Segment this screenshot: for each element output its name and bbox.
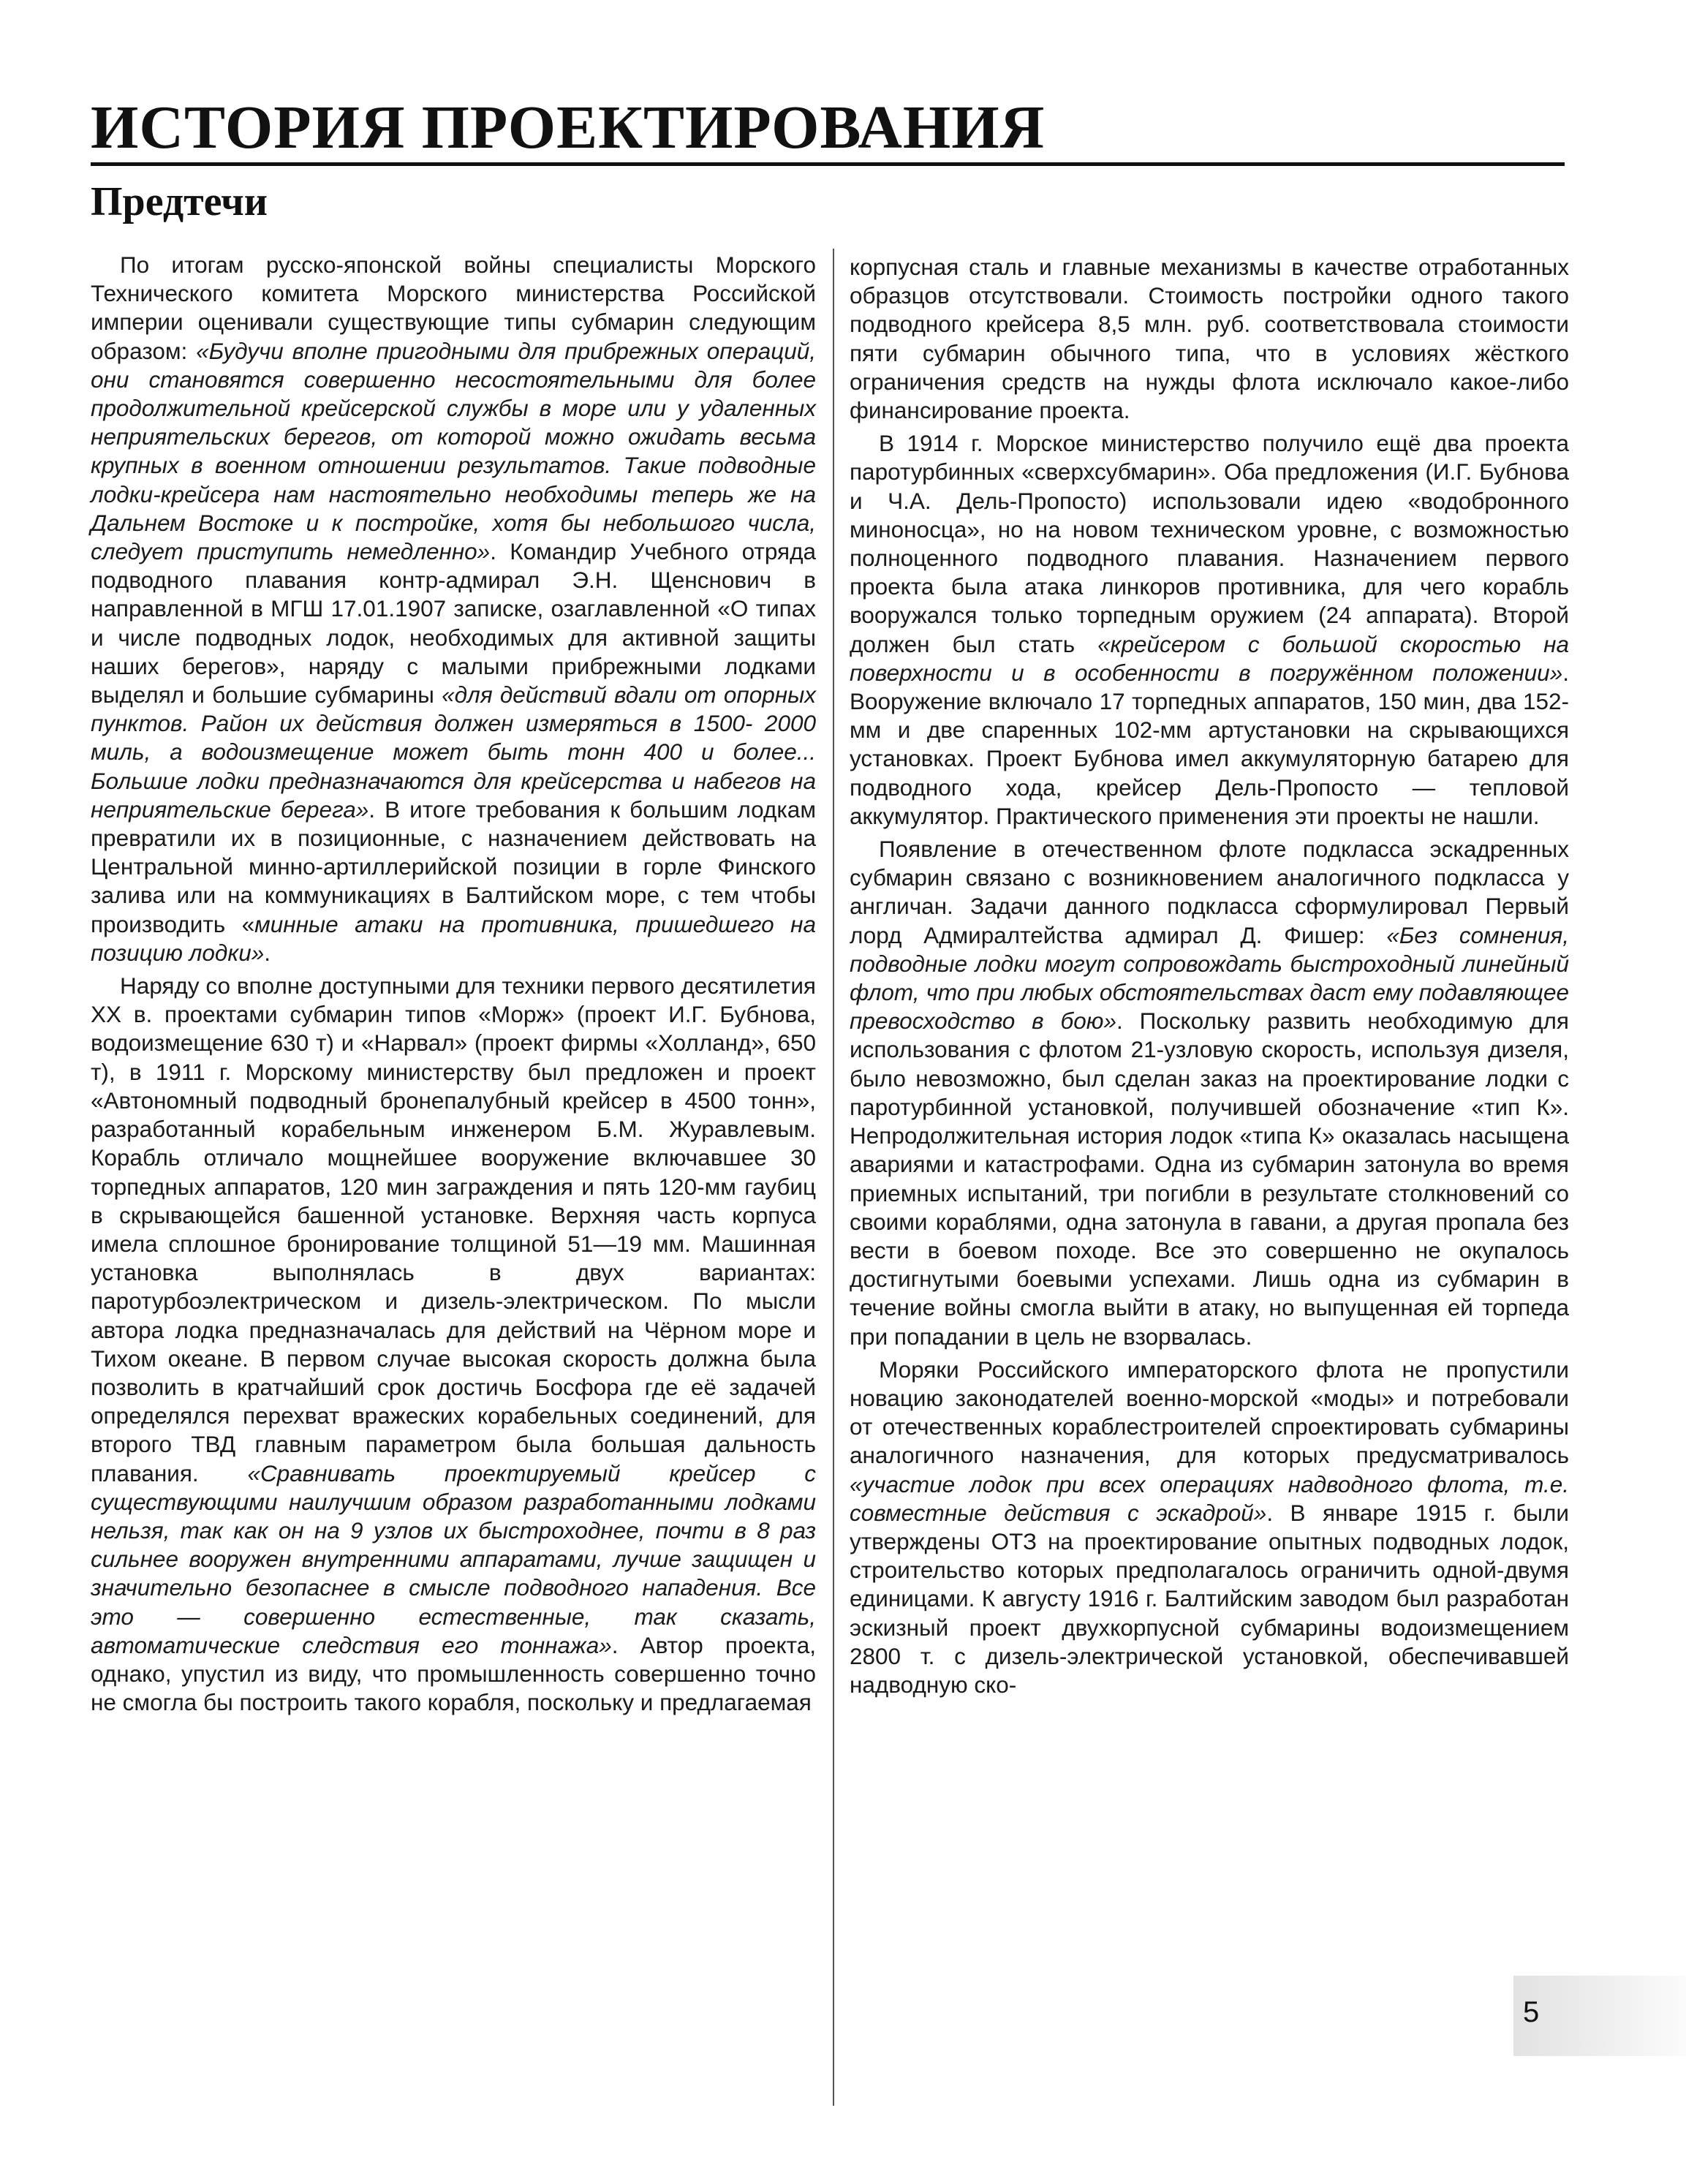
section-subtitle: Предтечи [91, 179, 268, 224]
quote-run: «Будучи вполне пригодными для прибрежных операций, они становятся совершенно несостоятельными для более продолжительной крейсерской службы в море или у удаленных неприятельских берегов, от которой можно ожидать весьма крупных в военном отношении результатов. Такие подводные лодки-крейсера нам настоятельно необходимы теперь же на Дальнем Востоке и к постройке, хотя бы небольшого числа, следует приступить немедленно» [91, 337, 816, 565]
quote-run: «Сравнивать проектируемый крейсер с существующими наилучшим образом разработанными лодками нельзя, так как он на 9 узлов их быстроходнее, почти в 8 раз сильнее вооружен внутренними аппаратами, лучше защищен и значительно безопаснее в смысле подводного нападения. Все это — совершенно естественные, так сказать, автоматические следствия его тоннажа» [91, 1459, 816, 1658]
text-run: . Поскольку развить необходимую для использования с флотом 21-узловую скорость, используя дизеля, было невозможно, был сделан заказ на проектирование лодки с паротурбинной установкой, получившей обозначение «тип К». Непродолжительная история лодок «типа К» оказалась насыщена авариями и катастрофами. Одна из субмарин затонула во время приемных испытаний, три погибли в результате столкновений со своими кораблями, одна затонула в гавани, а другая пропала без вести в боевом походе. Все это совершенно не окупалось достигнутыми боевыми успехами. Лишь одна из субмарин в течение войны смогла выйти в атаку, но выпущенная ей торпеда при попадании в цель не взорвалась. [850, 1008, 1569, 1350]
paragraph-right-1: корпусная сталь и главные механизмы в качестве отработанных образцов отсутствовали. Стоимость постройки одного такого подводного крейсера 8,5 млн. руб. соответствовала стоимости пяти субмарин обычного типа, что в условиях жёсткого ограничения средств на нужды флота исключало какое-либо финансирование проекта. [850, 254, 1569, 424]
text-column-left [91, 251, 816, 1717]
quote-run: «для действий вдали от опорных пунктов. Район их действия должен измеряться в 1500- 2000 миль, а водоизмещение может быть тонн 400 и более... Большие лодки предназначаются для крейсерства и набегов на неприятельские берега» [91, 681, 816, 823]
quote-run: «участие лодок при всех операциях надводного флота, т.е. совместные действия с эскадрой» [850, 1470, 1569, 1526]
page-number-tab [1513, 1976, 1686, 2056]
text-run: В 1914 г. Морское министерство получило ещё два проекта паротурбинных «сверхсубмарин». Оба предложения (И.Г. Бубнова и Ч.А. Дель-Пропосто) использовали идею «водобронного миноносца», но на новом техническом уровне, с возможностью полноценного подводного плавания. Назначением первого проекта была атака линкоров противника, для чего корабль вооружался только торпедным оружием (24 аппарата). Второй должен был стать [850, 430, 1569, 657]
text-run: По итогам русско-японской войны специалисты Морского Технического комитета Морского министерства Российской империи оценивали существующие типы субмарин следующим образом: [91, 252, 816, 364]
paragraph-left-1 [91, 251, 816, 967]
title-underline [91, 162, 1565, 166]
text-run: Наряду со вполне доступными для техники первого десятилетия XX в. проектами субмарин типов «Морж» (проект И.Г. Бубнова, водоизмещение 630 т) и «Нарвал» (проект фирмы «Холланд», 650 т), в 1911 г. Морскому министерству был предложен и проект «Автономный подводный бронепалубный крейсер в 4500 тонн», разработанный корабельным инженером Б.М. Журавлевым. Корабль отличало мощнейшее вооружение включавшее 30 торпедных аппаратов, 120 мин заграждения и пять 120-мм гаубиц в скрывающейся башенной установке. Верхняя часть корпуса имела сплошное бронирование толщиной 51—19 мм. Машинная установка выполнялась в двух вариантах: паротурбоэлектрическом и дизель-электрическом. По мысли автора лодка предназначалась для действий на Чёрном море и Тихом океане. В первом случае высокая скорость должна была позволить в кратчайший срок достичь Босфора где её задачей определялся перехват вражеских корабельных соединений, для второго ТВД главным параметром была большая дальность плавания. [91, 972, 816, 1486]
quote-run: минные атаки на противника, пришедшего на позицию лодки» [91, 910, 816, 966]
text-run: . В январе 1915 г. были утверждены ОТЗ на проектирование опытных подводных лодок, строительство которых предполагалось ограничить одной-двумя единицами. К августу 1916 г. Балтийским заводом был разработан эскизный проект двухкорпусной субмарины водоизмещением 2800 т. с дизель-электрической установкой, обеспечивавшей надводную ско- [850, 1499, 1569, 1698]
text-run: . Автор проекта, однако, упустил из виду, что промышленность совершенно точно не смогла бы построить такого корабля, поскольку и предлагаемая [91, 1631, 816, 1716]
text-run: . В итоге требования к большим лодкам превратили их в позиционные, с назначением действовать на Центральной минно-артиллерийской позиции в горле Финского залива или на коммуникациях в Балтийском море, с тем чтобы производить « [91, 796, 816, 937]
text-run: . [264, 939, 271, 966]
chapter-title: ИСТОРИЯ ПРОЕКТИРОВАНИЯ [91, 94, 1046, 162]
page-number: 5 [1523, 1996, 1540, 2028]
quote-run: «Без сомнения, подводные лодки могут сопровождать быстроходный линейный флот, что при любых обстоятельствах даст ему подавляющее превосходство в бою» [850, 921, 1569, 1035]
paragraph-left-2 [91, 972, 816, 1717]
quote-run: «крейсером с большой скоростью на поверхности и в особенности в погружённом положении» [850, 630, 1569, 686]
paragraph-right-4 [850, 1356, 1569, 1699]
column-divider [833, 249, 834, 2106]
text-run: Моряки Российского императорского флота не пропустили новацию законодателей военно-морской «моды» и потребовали от отечественных кораблестроителей спроектировать субмарины аналогичного назначения, для которых предусматривалось [850, 1356, 1569, 1469]
paragraph-right-3 [850, 835, 1569, 1351]
text-run: . Вооружение включало 17 торпедных аппаратов, 150 мин, два 152-мм и две спаренных 102-мм артустановки на скрывающихся установках. Проект Бубнова имел аккумуляторную батарею для подводного хода, крейсер Дель-Пропосто — тепловой аккумулятор. Практического применения эти проекты не нашли. [850, 659, 1569, 829]
paragraph-right-2 [850, 429, 1569, 831]
text-run: . Командир Учебного отряда подводного плавания контр-адмирал Э.Н. Щенснович в направленной в МГШ 17.01.1907 записке, озаглавленной «О типах и числе подводных лодок, необходимых для активной защиты наших берегов», наряду с малыми прибрежными лодками выделял и большие субмарины [91, 538, 816, 709]
text-column-right [850, 253, 1569, 1699]
text-run: Появление в отечественном флоте подкласса эскадренных субмарин связано с возникновением аналогичного подкласса у англичан. Задачи данного подкласса сформулировал Первый лорд Адмиралтейства адмирал Д. Фишер: [850, 836, 1569, 948]
